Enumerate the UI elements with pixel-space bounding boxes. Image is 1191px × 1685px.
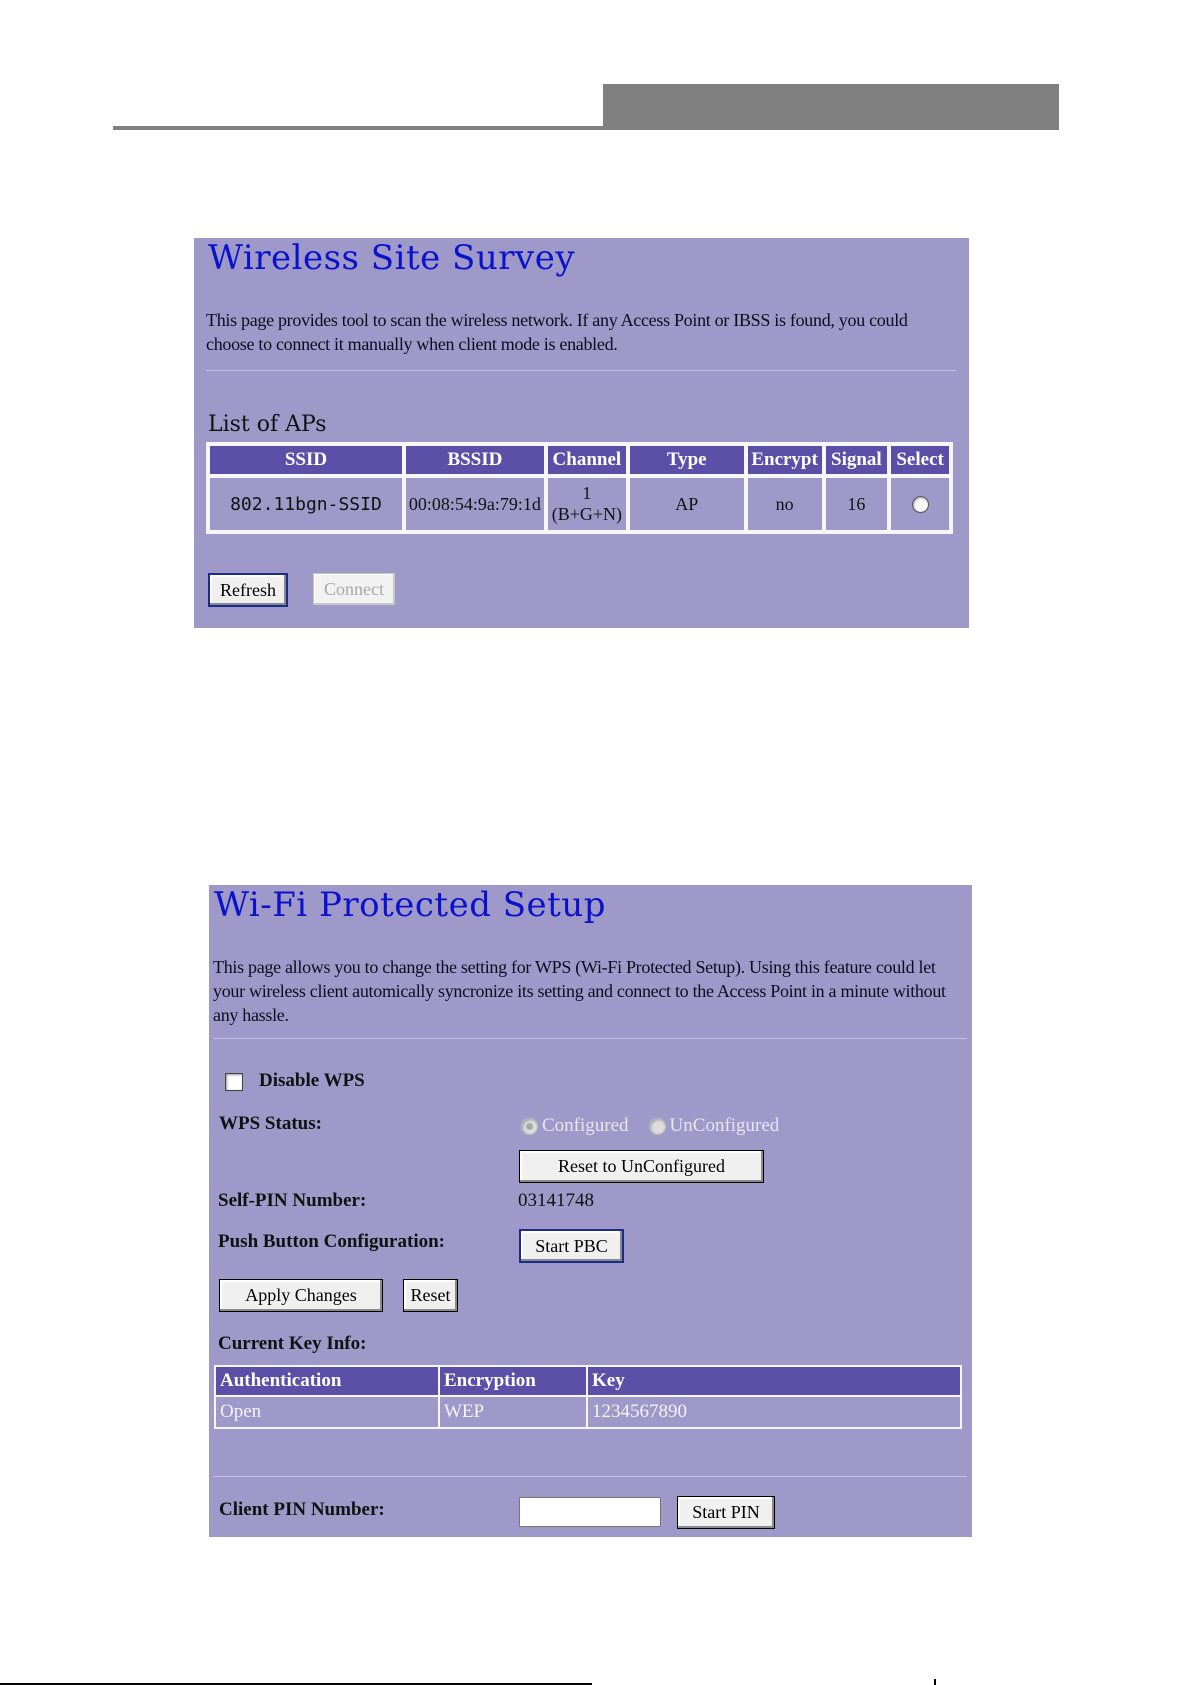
wps-panel: [209, 885, 972, 1537]
refresh-button[interactable]: Refresh: [208, 573, 288, 607]
start-pin-button[interactable]: Start PIN: [677, 1496, 775, 1529]
col-select: Select: [891, 446, 949, 474]
start-pbc-button[interactable]: Start PBC: [519, 1229, 624, 1263]
configured-radio[interactable]: [521, 1118, 538, 1135]
self-pin-label: Self-PIN Number:: [218, 1190, 367, 1211]
key-value: 1234567890: [588, 1397, 960, 1427]
pbc-label: Push Button Configuration:: [218, 1231, 445, 1252]
ap-signal: 16: [826, 478, 888, 530]
col-type: Type: [630, 446, 744, 474]
wps-status-options: [521, 1115, 779, 1137]
unconfigured-radio[interactable]: [649, 1118, 666, 1135]
self-pin-value: 03141748: [518, 1190, 594, 1211]
reset-to-unconfigured-button[interactable]: Reset to UnConfigured: [519, 1150, 764, 1183]
apply-changes-button[interactable]: Apply Changes: [219, 1279, 383, 1312]
current-key-info-label: Current Key Info:: [218, 1333, 367, 1354]
ap-channel-number: 1: [582, 483, 592, 503]
col-authentication: Authentication: [216, 1367, 438, 1395]
ap-type: AP: [630, 478, 744, 530]
col-channel: Channel: [548, 446, 626, 474]
ap-ssid: 802.11bgn-SSID: [210, 478, 402, 530]
site-survey-divider: [206, 370, 956, 371]
key-encryption: WEP: [440, 1397, 586, 1427]
ap-select-radio[interactable]: [912, 496, 929, 513]
ap-channel: [548, 478, 626, 530]
key-info-table: [214, 1365, 962, 1429]
key-info-header: [216, 1367, 960, 1395]
wps-divider-bottom: [213, 1476, 967, 1477]
col-encryption: Encryption: [440, 1367, 586, 1395]
header-rule: [113, 126, 605, 130]
col-encrypt: Encrypt: [748, 446, 822, 474]
unconfigured-label: UnConfigured: [669, 1115, 780, 1136]
footer-tick: [934, 1679, 936, 1685]
col-signal: Signal: [826, 446, 888, 474]
reset-button[interactable]: Reset: [403, 1279, 458, 1312]
ap-bssid: 00:08:54:9a:79:1d: [406, 478, 544, 530]
site-survey-panel: [194, 238, 969, 628]
client-pin-input[interactable]: [519, 1497, 661, 1527]
col-ssid: SSID: [210, 446, 402, 474]
table-row: [216, 1397, 960, 1427]
ap-list-title: List of APs: [208, 412, 327, 437]
ap-encrypt: no: [748, 478, 822, 530]
wps-description: This page allows you to change the setting for WPS (Wi-Fi Protected Setup). Using this feature could let your wireless client automically syncronize its setting and connect to the Access Point in a minute without any hassle.: [213, 957, 946, 1025]
wps-divider-top: [213, 1038, 967, 1039]
site-survey-title: Wireless Site Survey: [208, 238, 576, 278]
site-survey-description: This page provides tool to scan the wireless network. If any Access Point or IBSS is found, you could choose to connect it manually when client mode is enabled.: [206, 310, 908, 354]
wps-title: Wi-Fi Protected Setup: [214, 885, 607, 925]
ap-table-header: [210, 446, 949, 474]
disable-wps-checkbox[interactable]: [225, 1073, 243, 1091]
configured-label: Configured: [542, 1115, 629, 1136]
connect-button[interactable]: Connect: [313, 573, 395, 605]
disable-wps-label: Disable WPS: [259, 1070, 365, 1091]
key-authentication: Open: [216, 1397, 438, 1427]
col-bssid: BSSID: [406, 446, 544, 474]
ap-channel-mode: (B+G+N): [551, 504, 622, 524]
table-row: [210, 478, 949, 530]
header-bar: [603, 84, 1059, 130]
ap-table: [206, 442, 953, 534]
ap-select-cell: [891, 478, 949, 530]
wps-status-label: WPS Status:: [219, 1113, 322, 1134]
col-key: Key: [588, 1367, 960, 1395]
client-pin-label: Client PIN Number:: [219, 1499, 385, 1520]
